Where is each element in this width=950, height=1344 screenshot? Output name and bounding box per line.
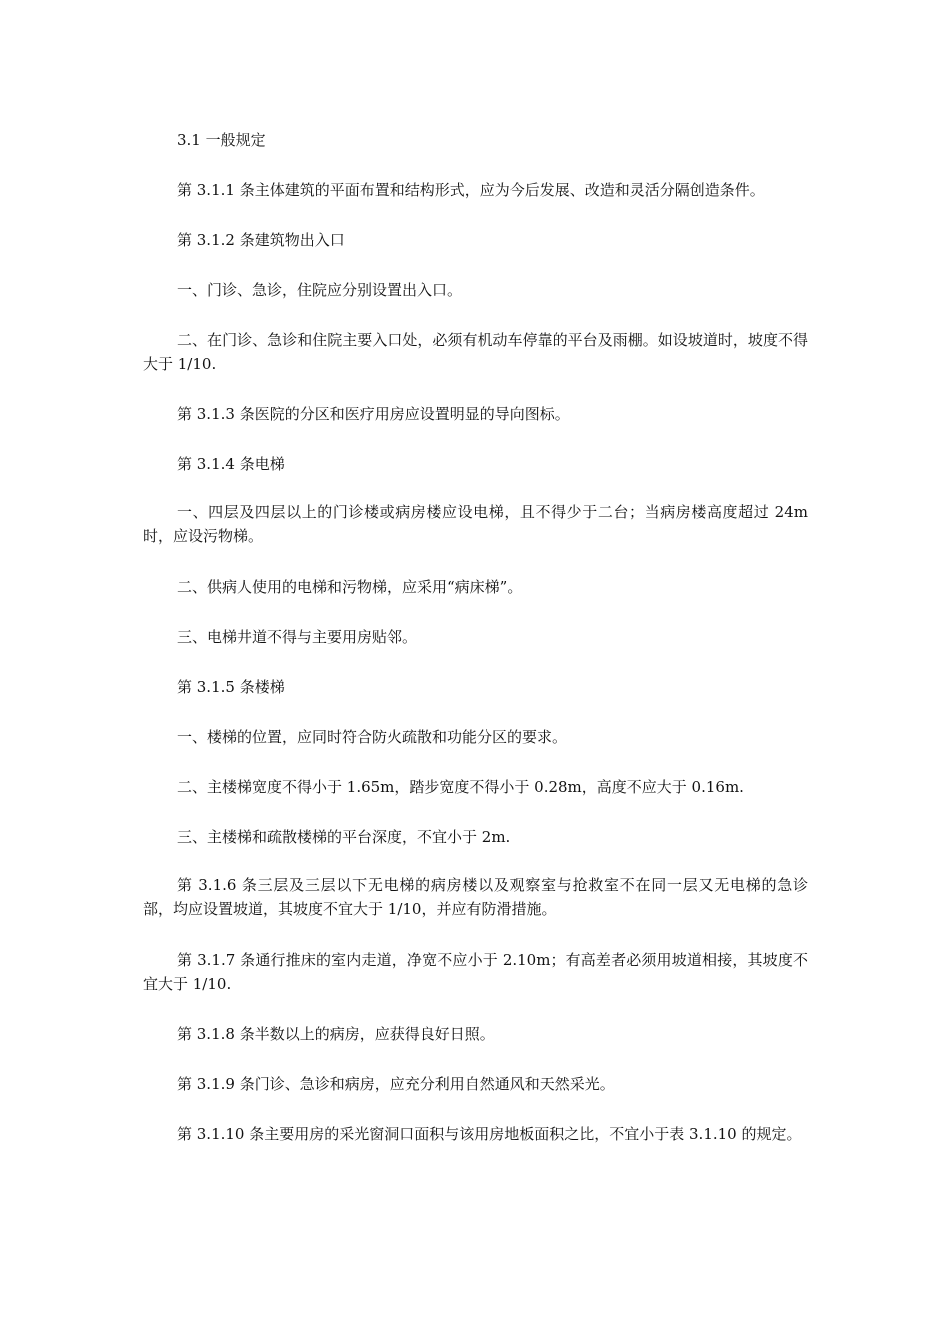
paragraph: 第 3.1.3 条医院的分区和医疗用房应设置明显的导向图标。 <box>177 405 570 423</box>
paragraph: 第 3.1.10 条主要用房的采光窗洞口面积与该用房地板面积之比，不宜小于表 3.1.10 的规定。 <box>177 1125 802 1143</box>
paragraph: 第 3.1.7 条通行推床的室内走道，净宽不应小于 2.10m；有高差者必须用坡道相接，其坡度不宜大于 1/10. <box>143 951 808 993</box>
paragraph: 三、电梯井道不得与主要用房贴邻。 <box>177 628 418 646</box>
paragraph: 二、主楼梯宽度不得小于 1.65m，踏步宽度不得小于 0.28m，高度不应大于 0.16m. <box>177 778 744 796</box>
paragraph: 一、门诊、急诊，住院应分别设置出入口。 <box>177 281 463 299</box>
paragraph: 第 3.1.6 条三层及三层以下无电梯的病房楼以及观察室与抢救室不在同一层又无电梯的急诊部，均应设置坡道，其坡度不宜大于 1/10，并应有防滑措施。 <box>143 876 808 918</box>
section-heading: 3.1 一般规定 <box>177 131 266 149</box>
paragraph: 第 3.1.8 条半数以上的病房，应获得良好日照。 <box>177 1025 495 1043</box>
paragraph: 第 3.1.4 条电梯 <box>177 455 285 473</box>
paragraph: 三、主楼梯和疏散楼梯的平台深度，不宜小于 2m. <box>177 828 511 846</box>
paragraph: 第 3.1.1 条主体建筑的平面布置和结构形式，应为今后发展、改造和灵活分隔创造条件。 <box>177 181 765 199</box>
paragraph: 二、在门诊、急诊和住院主要入口处，必须有机动车停靠的平台及雨棚。如设坡道时，坡度不得大于 1/10. <box>143 331 808 373</box>
paragraph: 二、供病人使用的电梯和污物梯，应采用“病床梯”。 <box>177 578 523 596</box>
paragraph: 第 3.1.2 条建筑物出入口 <box>177 231 345 249</box>
paragraph: 第 3.1.5 条楼梯 <box>177 678 285 696</box>
paragraph: 第 3.1.9 条门诊、急诊和病房，应充分利用自然通风和天然采光。 <box>177 1075 615 1093</box>
paragraph: 一、楼梯的位置，应同时符合防火疏散和功能分区的要求。 <box>177 728 568 746</box>
paragraph: 一、四层及四层以上的门诊楼或病房楼应设电梯，且不得少于二台；当病房楼高度超过 24m 时，应设污物梯。 <box>143 503 808 545</box>
